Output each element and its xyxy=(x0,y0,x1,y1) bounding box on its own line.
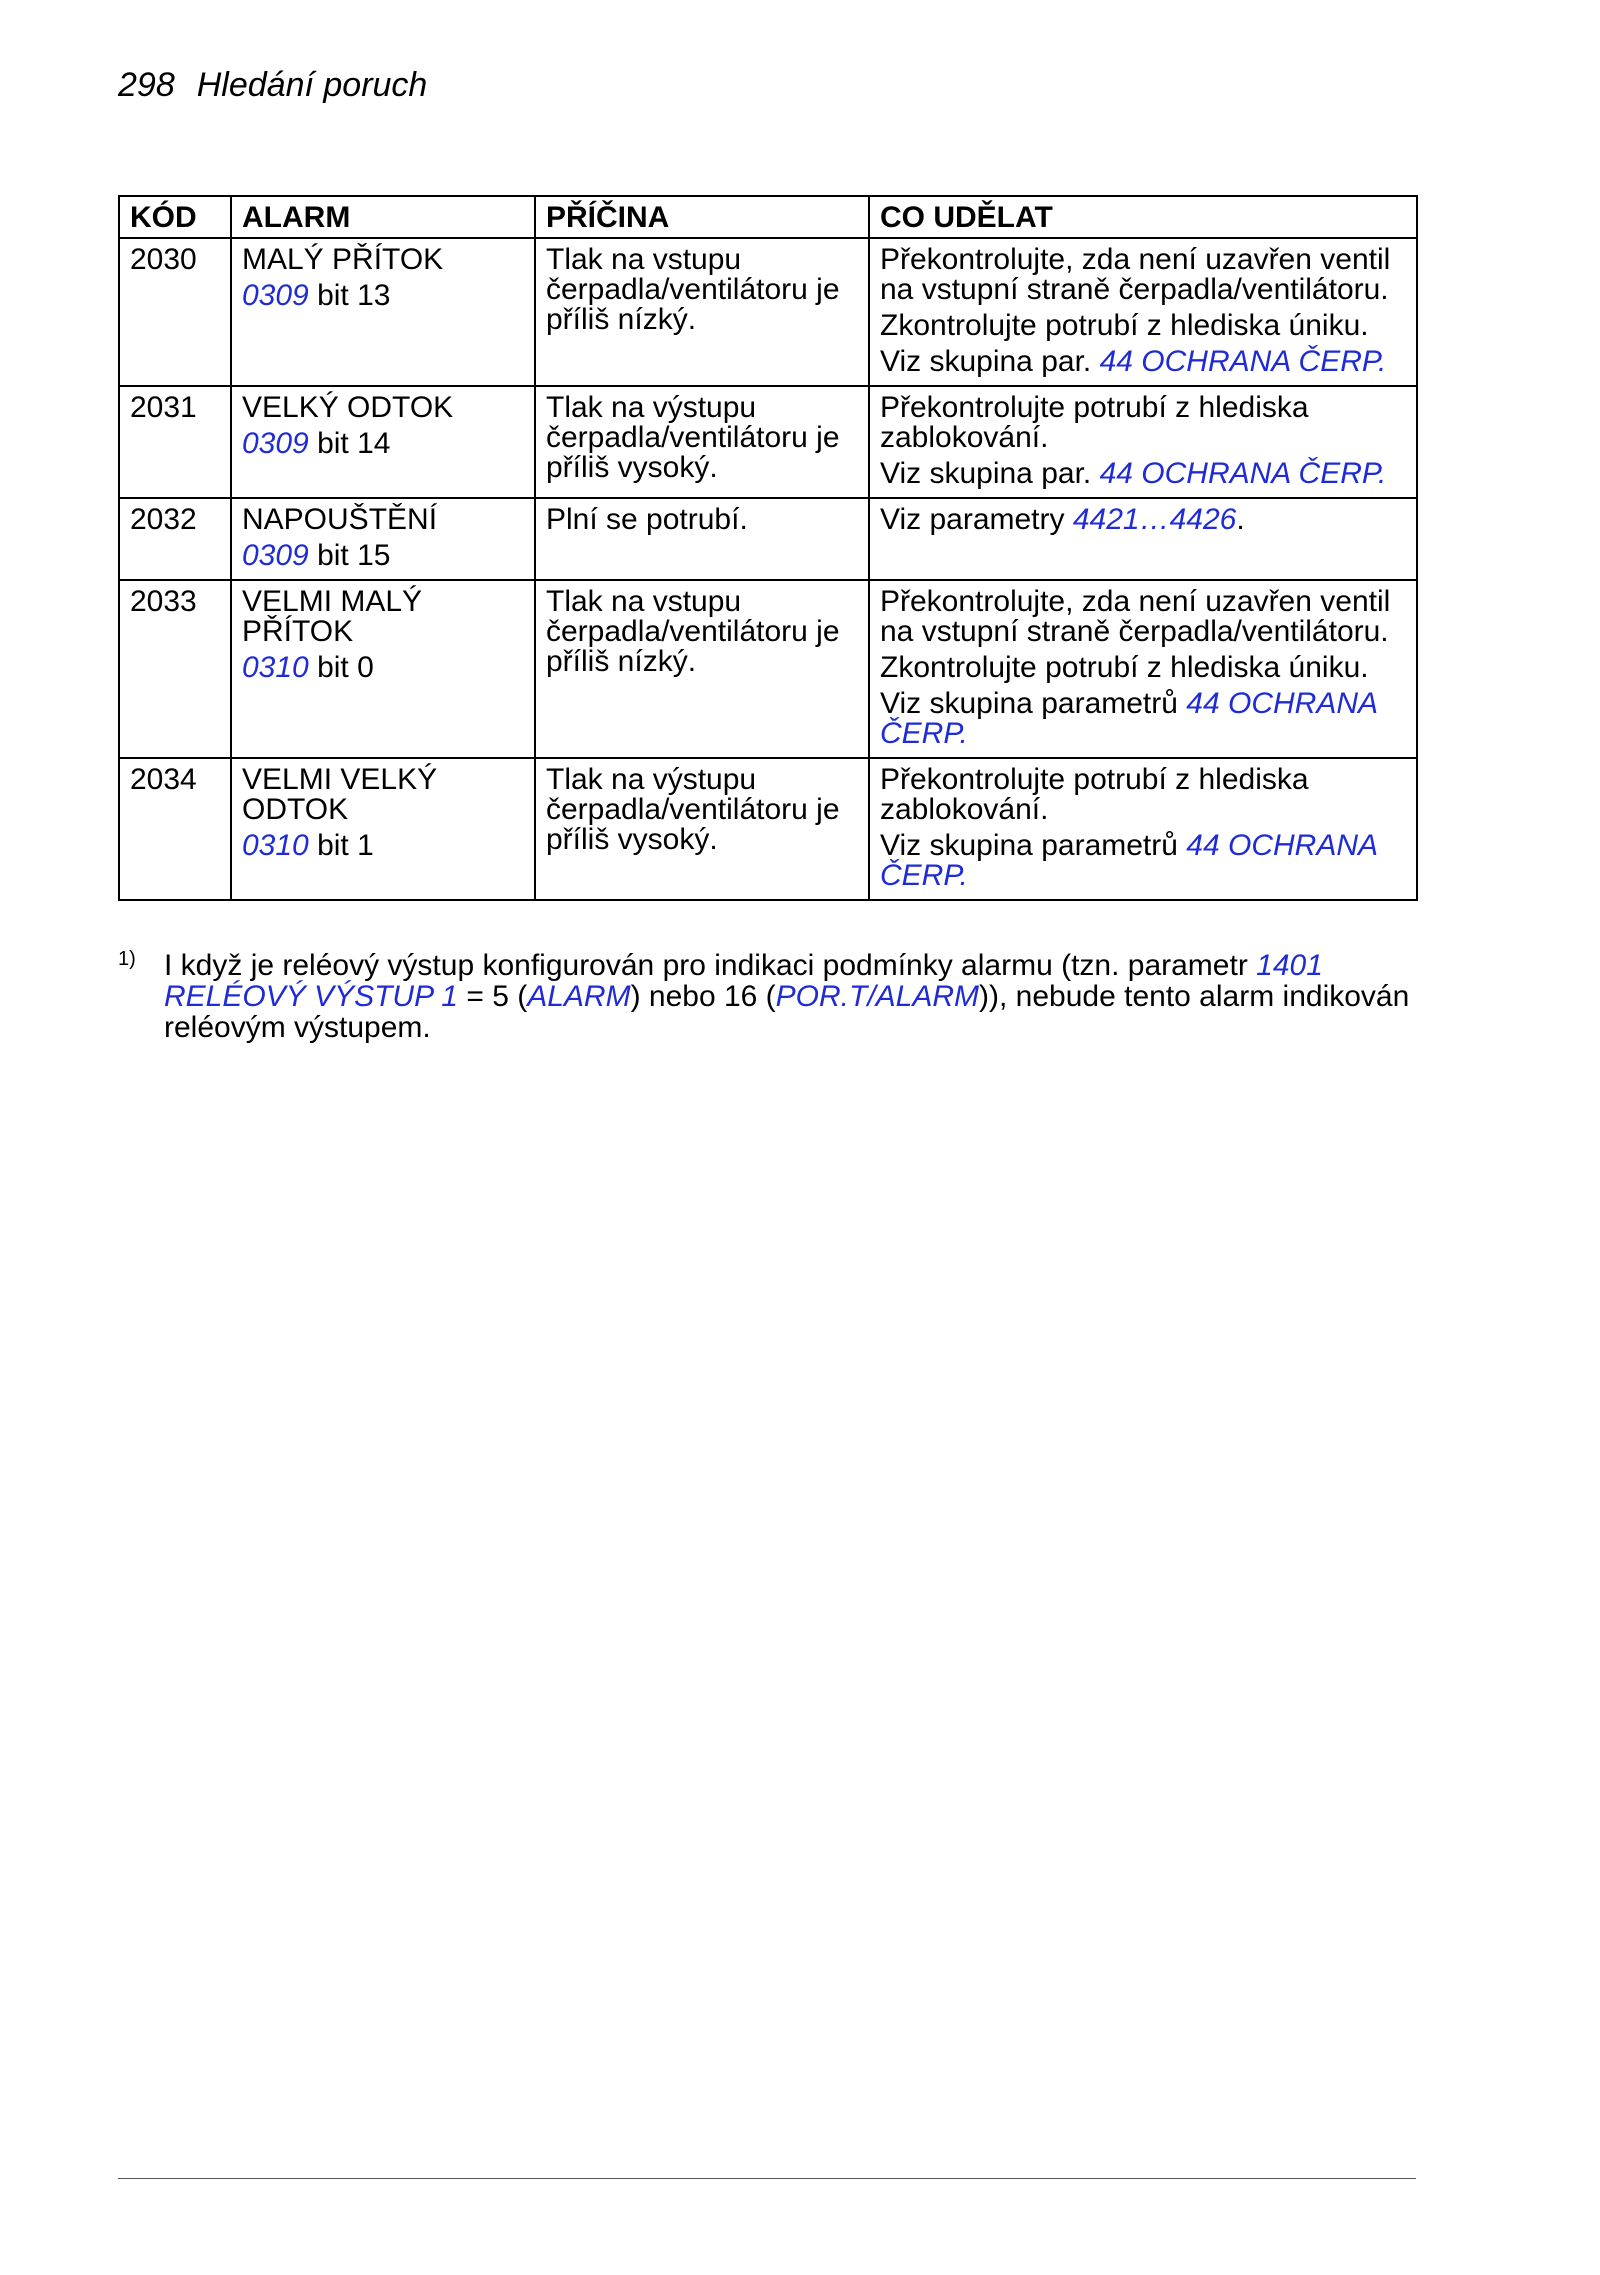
alarm-bit-ref xyxy=(242,541,524,571)
alarm-value-link[interactable]: ALARM xyxy=(527,980,631,1013)
footnote-text xyxy=(164,950,1416,1043)
param-group-link[interactable]: 44 OCHRANA ČERP. xyxy=(1099,457,1387,490)
alarm-name: VELKÝ ODTOK xyxy=(242,391,454,424)
alarm-name: VELMI MALÝ PŘÍTOK xyxy=(242,585,423,648)
alarm-bit-ref xyxy=(242,653,524,683)
alarm-name: NAPOUŠTĚNÍ xyxy=(242,503,438,536)
action-cell xyxy=(869,580,1417,758)
footnote-part: )), nebude tento alarm indikován reléovým výstupem. xyxy=(164,980,1410,1044)
action-line: Překontrolujte, zda není uzavřen ventil na vstupní straně čerpadla/ventilátoru. xyxy=(880,243,1391,306)
action-line xyxy=(880,831,1406,891)
alarm-code: 2031 xyxy=(119,386,231,498)
action-line xyxy=(880,347,1406,377)
alarm-cell xyxy=(231,580,535,758)
footnote-part: ) nebo 16 ( xyxy=(630,980,776,1013)
page-number: 298 xyxy=(118,66,175,104)
chapter-title: Hledání poruch xyxy=(196,66,428,104)
action-cell xyxy=(869,498,1417,580)
column-header-cause: PŘÍČINA xyxy=(535,196,869,238)
alarm-cause: Tlak na vstupu čerpadla/ventilátoru je příliš nízký. xyxy=(535,580,869,758)
table-row xyxy=(119,238,1417,386)
alarm-name: VELMI VELKÝ ODTOK xyxy=(242,763,438,826)
page-header xyxy=(118,66,427,105)
table-row xyxy=(119,386,1417,498)
param-link[interactable]: 0309 xyxy=(242,279,309,312)
alarm-code: 2030 xyxy=(119,238,231,386)
footer-divider xyxy=(118,2178,1416,2179)
action-cell xyxy=(869,758,1417,900)
table-row xyxy=(119,758,1417,900)
action-cell xyxy=(869,386,1417,498)
alarm-cause: Tlak na výstupu čerpadla/ventilátoru je příliš vysoký. xyxy=(535,758,869,900)
action-line: Překontrolujte potrubí z hlediska zablokování. xyxy=(880,391,1309,454)
param-link[interactable]: 0310 xyxy=(242,651,309,684)
bit-label: bit 1 xyxy=(308,829,374,862)
bit-label: bit 15 xyxy=(308,539,391,572)
action-line xyxy=(880,689,1406,749)
bit-label: bit 14 xyxy=(308,427,391,460)
bit-label: bit 13 xyxy=(308,279,391,312)
alarm-name: MALÝ PŘÍTOK xyxy=(242,243,444,276)
param-link[interactable]: 1401 RELÉOVÝ VÝSTUP 1 xyxy=(164,949,1323,1013)
param-link[interactable]: 0309 xyxy=(242,539,309,572)
param-group-link[interactable]: 44 OCHRANA ČERP. xyxy=(880,687,1377,750)
action-line xyxy=(880,459,1406,489)
alarm-cause: Tlak na vstupu čerpadla/ventilátoru je příliš nízký. xyxy=(535,238,869,386)
action-text: Viz skupina parametrů xyxy=(880,829,1187,862)
column-header-code: KÓD xyxy=(119,196,231,238)
action-text: Viz skupina par. xyxy=(880,345,1100,378)
alarm-code: 2032 xyxy=(119,498,231,580)
footnote-part: I když je reléový výstup konfigurován pro indikaci podmínky alarmu (tzn. parametr xyxy=(164,949,1257,982)
param-link[interactable]: 0310 xyxy=(242,829,309,862)
param-link[interactable]: 0309 xyxy=(242,427,309,460)
footnote-mark: 1) xyxy=(118,948,136,970)
alarm-bit-ref xyxy=(242,429,524,459)
alarm-table xyxy=(118,195,1418,901)
action-line: Zkontrolujte potrubí z hlediska úniku. xyxy=(880,651,1369,684)
column-header-action: CO UDĚLAT xyxy=(869,196,1417,238)
alarm-cell xyxy=(231,386,535,498)
action-line: Zkontrolujte potrubí z hlediska úniku. xyxy=(880,309,1369,342)
action-line xyxy=(880,505,1406,535)
alarm-code: 2034 xyxy=(119,758,231,900)
alarm-cell xyxy=(231,238,535,386)
alarm-cause: Plní se potrubí. xyxy=(535,498,869,580)
table-row xyxy=(119,580,1417,758)
bit-label: bit 0 xyxy=(308,651,374,684)
param-range-link[interactable]: 4421…4426 xyxy=(1072,503,1237,536)
table-header-row xyxy=(119,196,1417,238)
param-group-link[interactable]: 44 OCHRANA ČERP. xyxy=(880,829,1377,892)
action-text: Viz skupina par. xyxy=(880,457,1100,490)
action-line: Překontrolujte potrubí z hlediska zablokování. xyxy=(880,763,1309,826)
table-row xyxy=(119,498,1417,580)
footnote xyxy=(118,950,1416,1043)
param-group-link[interactable]: 44 OCHRANA ČERP. xyxy=(1099,345,1387,378)
alarm-bit-ref xyxy=(242,281,524,311)
alarm-cell xyxy=(231,498,535,580)
action-cell xyxy=(869,238,1417,386)
alarm-cell xyxy=(231,758,535,900)
alarm-code: 2033 xyxy=(119,580,231,758)
action-text: Viz parametry xyxy=(880,503,1073,536)
action-line: Překontrolujte, zda není uzavřen ventil na vstupní straně čerpadla/ventilátoru. xyxy=(880,585,1391,648)
alarm-cause: Tlak na výstupu čerpadla/ventilátoru je příliš vysoký. xyxy=(535,386,869,498)
action-suffix: . xyxy=(1236,503,1245,536)
footnote-part: = 5 ( xyxy=(458,980,528,1013)
fault-alarm-value-link[interactable]: POR.T/ALARM xyxy=(775,980,980,1013)
alarm-bit-ref xyxy=(242,831,524,861)
column-header-alarm: ALARM xyxy=(231,196,535,238)
action-text: Viz skupina parametrů xyxy=(880,687,1187,720)
